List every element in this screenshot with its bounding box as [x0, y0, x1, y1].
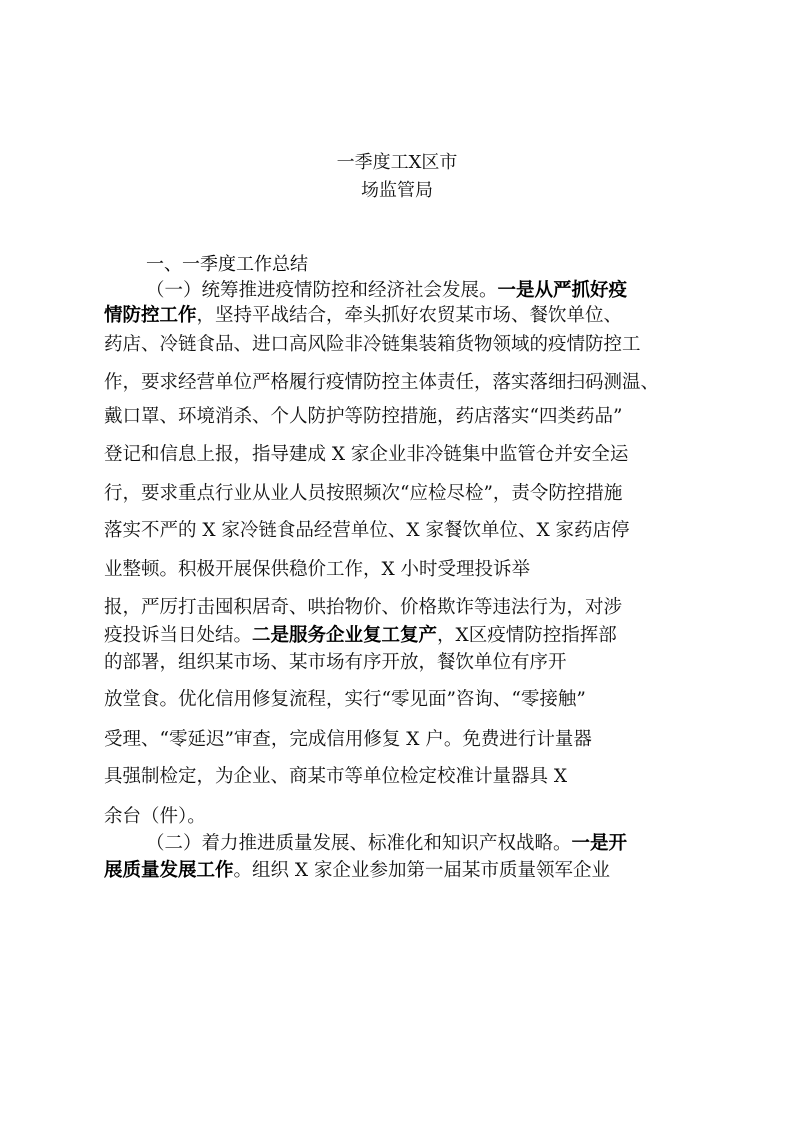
text-run: 。组织 X 家企业参加第一届某市质量领军企业 [233, 860, 610, 881]
paragraph-line [104, 333, 641, 357]
text-run: 药店、冷链食品、进口高风险非冷链集装箱货物领域的疫情防控工 [104, 334, 641, 355]
paragraph-line [104, 765, 567, 789]
paragraph-line [104, 443, 628, 467]
paragraph-line [104, 688, 586, 712]
bold-text: 展质量发展工作 [104, 860, 234, 881]
document-title-line2: 场监管局 [361, 180, 433, 201]
bold-text: 情防控工作 [104, 305, 197, 326]
text-run: 行，要求重点行业从业人员按照频次“应检尽检”，责令防控措施 [104, 483, 623, 504]
paragraph-line [104, 371, 659, 395]
text-run: ，坚持平战结合，牵头抓好农贸某市场、餐饮单位、 [196, 305, 623, 326]
paragraph-line [104, 805, 206, 829]
paragraph-line [104, 624, 617, 648]
paragraph-line [104, 728, 592, 752]
bold-text: 一是开 [571, 833, 628, 854]
text-run: 具强制检定，为企业、商某市等单位检定校准计量器具 X [104, 766, 568, 787]
text-run: 登记和信息上报，指导建成 X 家企业非冷链集中监管仓并安全运 [104, 444, 629, 465]
text-run: ，X区疫情防控指挥部 [437, 625, 617, 646]
paragraph-line [104, 519, 630, 543]
paragraph-line [104, 558, 530, 582]
paragraph-line [104, 405, 622, 429]
section-heading: 一、一季度工作总结 [146, 254, 308, 275]
paragraph-line [104, 859, 610, 883]
bold-text: 二是服务企业复工复产 [252, 625, 438, 646]
text-run: 受理、“零延迟”审查，完成信用修复 X 户。免费进行计量器 [104, 729, 592, 750]
text-run: （一）统筹推进疫情防控和经济社会发展。 [146, 280, 498, 301]
paragraph-line [104, 596, 622, 620]
text-run: 落实不严的 X 家冷链食品经营单位、X 家餐饮单位、X 家药店停 [104, 520, 630, 541]
paragraph-line [104, 651, 567, 675]
text-run: 的部署，组织某市场、某市场有序开放，餐饮单位有序开 [104, 652, 567, 673]
paragraph-line [146, 832, 627, 856]
paragraph-line [104, 482, 622, 506]
paragraph-line [104, 304, 622, 328]
text-run: 作，要求经营单位严格履行疫情防控主体责任，落实落细扫码测温、 [104, 372, 660, 393]
text-run: 放堂食。优化信用修复流程，实行“零见面”咨询、“零接触” [104, 689, 586, 710]
paragraph-line [146, 279, 627, 303]
text-run: 戴口罩、环境消杀、个人防护等防控措施，药店落实“四类药品” [104, 406, 623, 427]
document-title-line1: 一季度工X区市 [336, 152, 458, 173]
text-run: 业整顿。积极开展保供稳价工作，X 小时受理投诉举 [104, 559, 531, 580]
text-run: 余台（件）。 [104, 806, 206, 827]
text-run: （二）着力推进质量发展、标准化和知识产权战略。 [146, 833, 572, 854]
text-run: 报，严厉打击囤积居奇、哄抬物价、价格欺诈等违法行为，对涉 [104, 597, 623, 618]
bold-text: 一是从严抓好疫 [497, 280, 628, 301]
text-run: 疫投诉当日处结。 [104, 625, 253, 646]
